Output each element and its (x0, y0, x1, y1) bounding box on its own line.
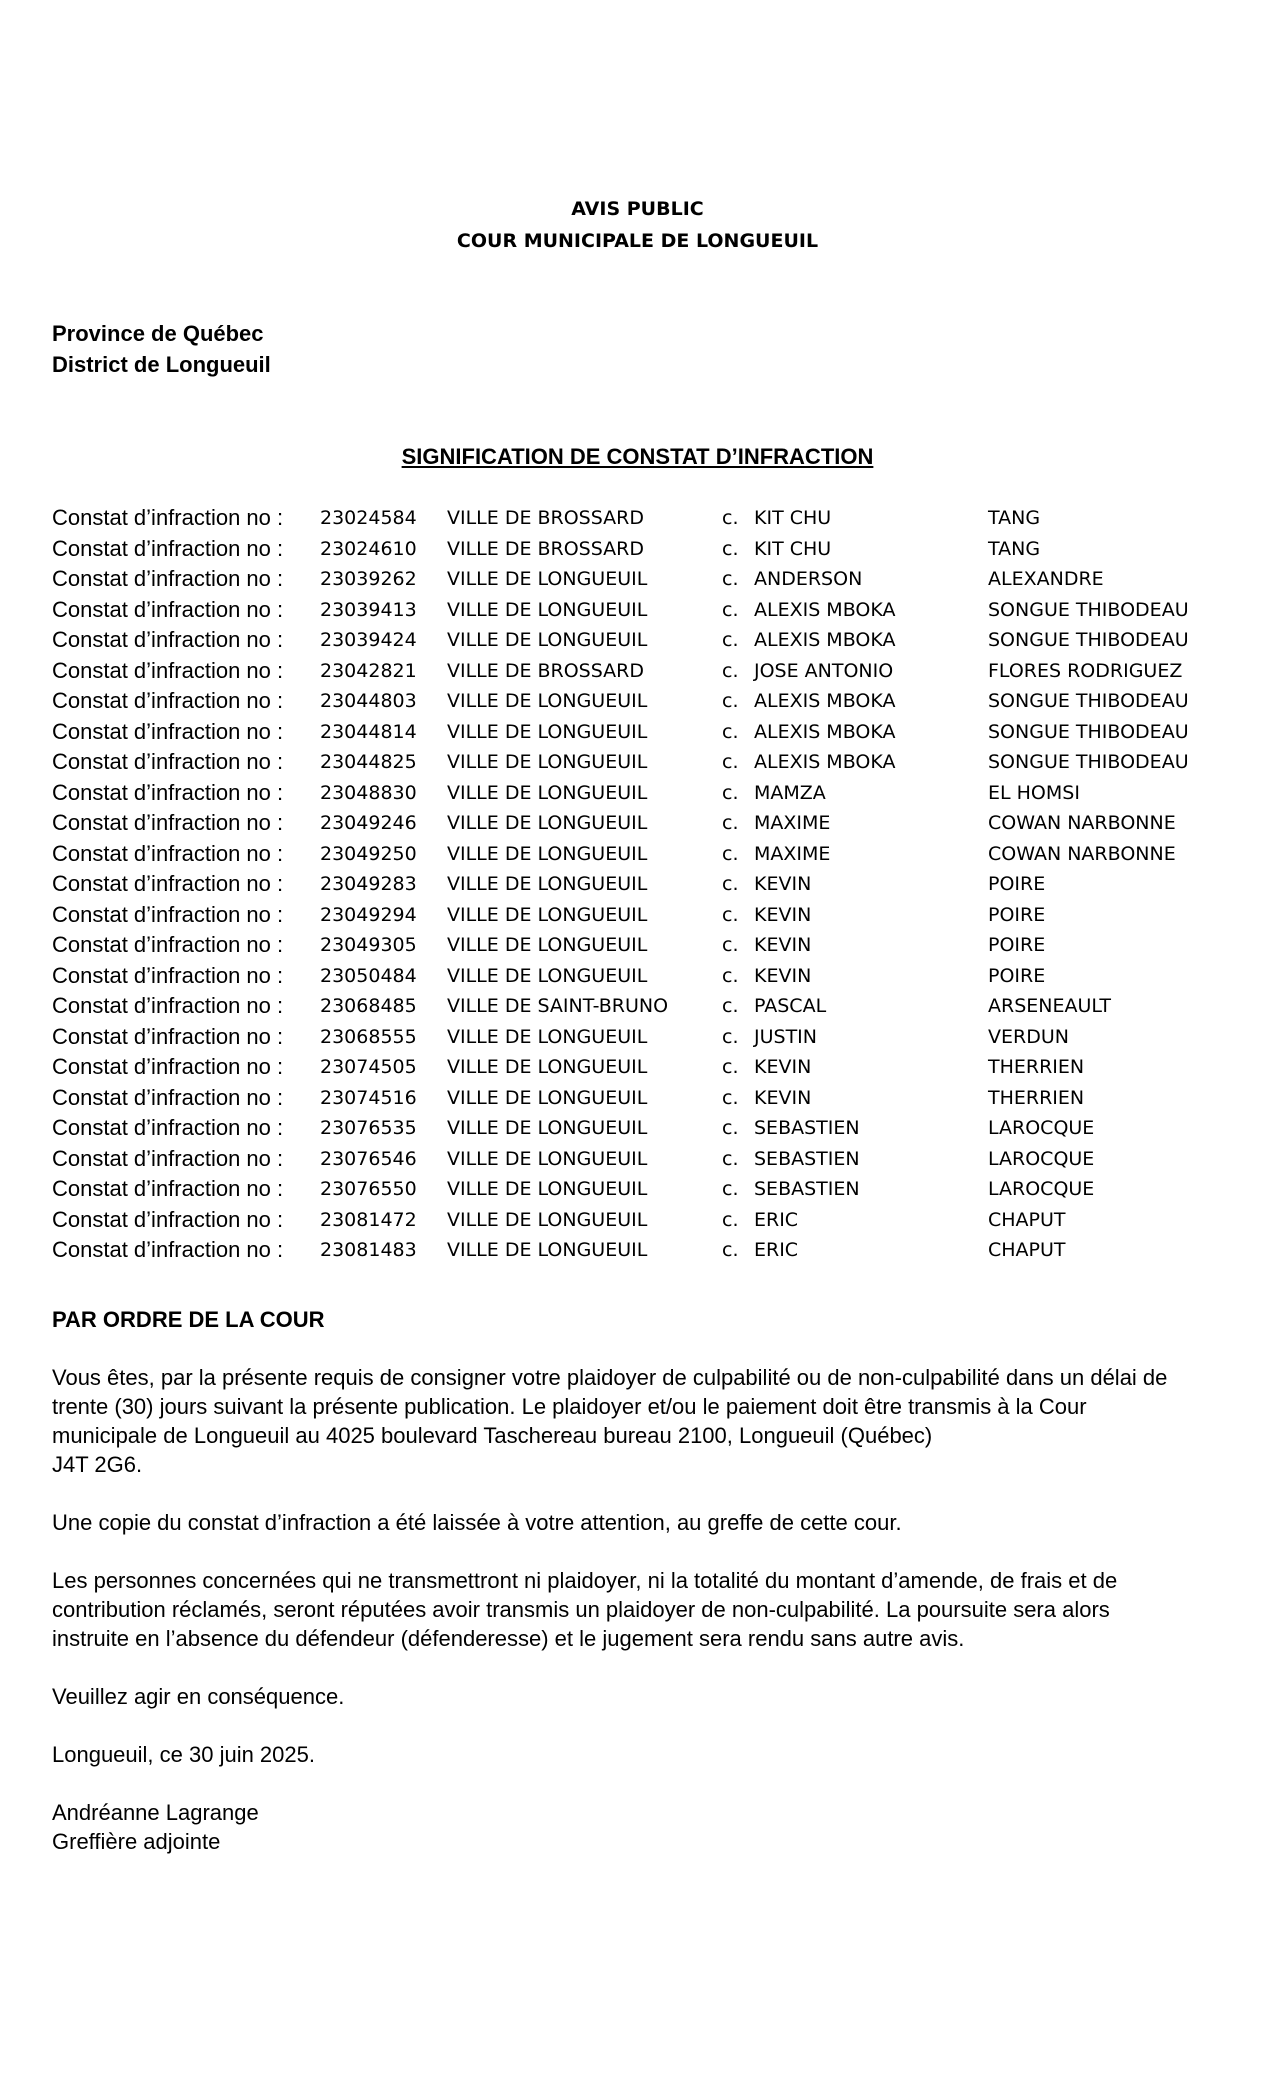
defendant-last-name: LAROCQUE (988, 1178, 1095, 1200)
defendant-first-name: ALEXIS MBOKA (754, 690, 896, 712)
infraction-number: 23049283 (320, 873, 417, 895)
infraction-number: 23049294 (320, 903, 417, 926)
infraction-label: Constat d’infraction no : (52, 810, 284, 835)
versus-marker: c. (722, 934, 739, 956)
jurisdiction-block (52, 318, 271, 380)
defendant-last-name: POIRE (988, 873, 1046, 895)
infraction-label: Constat d’infraction no : (52, 962, 284, 988)
defendant-first-name: SEBASTIEN (754, 1147, 860, 1170)
defendant-first-name: KEVIN (754, 1056, 812, 1078)
header-court: COUR MUNICIPALE DE LONGUEUIL (456, 230, 819, 252)
infraction-number: 23074505 (320, 1056, 417, 1078)
plaintiff-city: VILLE DE LONGUEUIL (447, 598, 648, 621)
infraction-label: Constat d’infraction no : (52, 1145, 284, 1171)
versus-marker: c. (722, 568, 739, 590)
defendant-last-name: POIRE (988, 903, 1046, 926)
defendant-last-name: LAROCQUE (988, 1117, 1095, 1139)
signatory-name: Andréanne Lagrange (52, 1800, 259, 1825)
defendant-last-name: COWAN NARBONNE (988, 812, 1176, 834)
infraction-label: Constat d’infraction no : (52, 535, 284, 561)
infraction-number: 23076535 (320, 1117, 417, 1139)
order-paragraph-3-line-2: contribution réclamés, seront réputées avoir transmis un plaidoyer de non-culpabilité. La poursuite sera alors (52, 1597, 1110, 1622)
versus-marker: c. (722, 629, 739, 651)
infraction-number: 23042821 (320, 659, 417, 682)
versus-marker: c. (722, 1086, 739, 1109)
plaintiff-city: VILLE DE LONGUEUIL (447, 873, 648, 895)
infraction-number: 23044803 (320, 690, 417, 712)
order-paragraph-3-line-1: Les personnes concernées qui ne transmettront ni plaidoyer, ni la totalité du montant d’amende, de frais et de (52, 1568, 1118, 1593)
defendant-first-name: MAXIME (754, 812, 831, 834)
defendant-first-name: KEVIN (754, 934, 812, 956)
court-order-block (52, 1305, 1232, 1856)
defendant-last-name: ARSENEAULT (988, 995, 1111, 1017)
infraction-row (52, 1174, 1252, 1205)
province-label: Province de Québec (52, 321, 264, 346)
infraction-number: 23050484 (320, 964, 417, 987)
infraction-label: Constat d’infraction no : (52, 566, 284, 591)
infraction-label: Constat d’infraction no : (52, 657, 284, 683)
defendant-first-name: KEVIN (754, 903, 812, 926)
signatory-title: Greffière adjointe (52, 1829, 221, 1854)
infraction-row (52, 1144, 1252, 1175)
defendant-last-name: SONGUE THIBODEAU (988, 690, 1189, 712)
infraction-number: 23039413 (320, 598, 417, 621)
district-label: District de Longueuil (52, 352, 271, 377)
infraction-label: Constat d’infraction no : (52, 1115, 284, 1140)
infraction-number: 23044814 (320, 720, 417, 743)
infraction-row (52, 1052, 1252, 1083)
infraction-number: 23024610 (320, 537, 417, 560)
defendant-last-name: VERDUN (988, 1025, 1069, 1048)
infraction-label: Constat d’infraction no : (52, 840, 284, 866)
versus-marker: c. (722, 507, 739, 529)
versus-marker: c. (722, 1117, 739, 1139)
infraction-label: Constat d’infraction no : (52, 1023, 284, 1049)
versus-marker: c. (722, 1239, 739, 1261)
defendant-first-name: ALEXIS MBOKA (754, 598, 896, 621)
plaintiff-city: VILLE DE LONGUEUIL (447, 781, 648, 804)
plaintiff-city: VILLE DE LONGUEUIL (447, 1117, 648, 1139)
plaintiff-city: VILLE DE LONGUEUIL (447, 1056, 648, 1078)
infraction-number: 23068485 (320, 995, 417, 1017)
versus-marker: c. (722, 873, 739, 895)
plaintiff-city: VILLE DE LONGUEUIL (447, 568, 648, 590)
defendant-first-name: ERIC (754, 1208, 799, 1231)
order-paragraph-1-line-1: Vous êtes, par la présente requis de consigner votre plaidoyer de culpabilité ou de non-culpabilité dans un délai de (52, 1365, 1168, 1390)
defendant-first-name: ERIC (754, 1239, 799, 1261)
defendant-first-name: MAMZA (754, 781, 826, 804)
defendant-first-name: KIT CHU (754, 507, 832, 529)
infraction-number: 23048830 (320, 781, 417, 804)
infraction-label: Constat d’infraction no : (52, 871, 284, 896)
section-title: SIGNIFICATION DE CONSTAT D’INFRACTION (401, 444, 874, 469)
versus-marker: c. (722, 659, 739, 682)
infraction-number: 23049305 (320, 934, 417, 956)
infraction-row (52, 534, 1252, 565)
infraction-label: Constat d’infraction no : (52, 1054, 284, 1079)
defendant-last-name: POIRE (988, 964, 1046, 987)
plaintiff-city: VILLE DE LONGUEUIL (447, 1239, 648, 1261)
infraction-row (52, 1022, 1252, 1053)
versus-marker: c. (722, 1025, 739, 1048)
plaintiff-city: VILLE DE LONGUEUIL (447, 934, 648, 956)
plaintiff-city: VILLE DE LONGUEUIL (447, 1208, 648, 1231)
plaintiff-city: VILLE DE LONGUEUIL (447, 629, 648, 651)
infraction-number: 23039424 (320, 629, 417, 651)
infraction-label: Constat d’infraction no : (52, 718, 284, 744)
order-paragraph-1-line-2: trente (30) jours suivant la présente publication. Le plaidoyer et/ou le paiement doit être transmis à la Cour (52, 1394, 1087, 1419)
infraction-list (52, 503, 1252, 1266)
infraction-row (52, 747, 1252, 778)
defendant-last-name: TANG (988, 507, 1041, 529)
defendant-first-name: KEVIN (754, 1086, 812, 1109)
infraction-label: Constat d’infraction no : (52, 1237, 284, 1262)
infraction-row (52, 869, 1252, 900)
infraction-number: 23068555 (320, 1025, 417, 1048)
infraction-number: 23049250 (320, 842, 417, 865)
plaintiff-city: VILLE DE LONGUEUIL (447, 1086, 648, 1109)
defendant-last-name: EL HOMSI (988, 781, 1080, 804)
defendant-last-name: SONGUE THIBODEAU (988, 720, 1189, 743)
plaintiff-city: VILLE DE SAINT-BRUNO (447, 995, 669, 1017)
plaintiff-city: VILLE DE LONGUEUIL (447, 1147, 648, 1170)
plaintiff-city: VILLE DE BROSSARD (447, 659, 644, 682)
infraction-label: Constat d’infraction no : (52, 1176, 284, 1201)
order-paragraph-2: Une copie du constat d’infraction a été laissée à votre attention, au greffe de cette cour. (52, 1510, 902, 1535)
defendant-last-name: THERRIEN (988, 1086, 1085, 1109)
infraction-number: 23076550 (320, 1178, 417, 1200)
defendant-first-name: SEBASTIEN (754, 1178, 860, 1200)
infraction-number: 23081483 (320, 1239, 417, 1261)
infraction-row (52, 930, 1252, 961)
infraction-row (52, 717, 1252, 748)
infraction-row (52, 961, 1252, 992)
plaintiff-city: VILLE DE LONGUEUIL (447, 690, 648, 712)
versus-marker: c. (722, 751, 739, 773)
order-paragraph-3-line-3: instruite en l’absence du défendeur (défenderesse) et le jugement sera rendu sans autre avis. (52, 1626, 965, 1651)
defendant-first-name: PASCAL (754, 995, 827, 1017)
versus-marker: c. (722, 903, 739, 926)
infraction-row (52, 808, 1252, 839)
plaintiff-city: VILLE DE LONGUEUIL (447, 1025, 648, 1048)
infraction-row (52, 1205, 1252, 1236)
infraction-row (52, 564, 1252, 595)
defendant-first-name: ALEXIS MBOKA (754, 720, 896, 743)
versus-marker: c. (722, 1208, 739, 1231)
infraction-row (52, 778, 1252, 809)
infraction-number: 23024584 (320, 507, 417, 529)
infraction-number: 23039262 (320, 568, 417, 590)
defendant-last-name: ALEXANDRE (988, 568, 1104, 590)
plaintiff-city: VILLE DE LONGUEUIL (447, 751, 648, 773)
versus-marker: c. (722, 842, 739, 865)
defendant-last-name: TANG (988, 537, 1041, 560)
infraction-row (52, 625, 1252, 656)
plaintiff-city: VILLE DE LONGUEUIL (447, 1178, 648, 1200)
defendant-last-name: LAROCQUE (988, 1147, 1095, 1170)
infraction-number: 23044825 (320, 751, 417, 773)
defendant-last-name: SONGUE THIBODEAU (988, 629, 1189, 651)
infraction-row (52, 1083, 1252, 1114)
order-paragraph-1-line-4: J4T 2G6. (52, 1452, 143, 1477)
defendant-first-name: SEBASTIEN (754, 1117, 860, 1139)
defendant-first-name: ALEXIS MBOKA (754, 629, 896, 651)
versus-marker: c. (722, 964, 739, 987)
defendant-first-name: KEVIN (754, 964, 812, 987)
defendant-first-name: ANDERSON (754, 568, 863, 590)
infraction-label: Constat d’infraction no : (52, 688, 284, 713)
infraction-row (52, 991, 1252, 1022)
infraction-row (52, 839, 1252, 870)
infraction-label: Constat d’infraction no : (52, 901, 284, 927)
infraction-label: Constat d’infraction no : (52, 1084, 284, 1110)
plaintiff-city: VILLE DE LONGUEUIL (447, 720, 648, 743)
plaintiff-city: VILLE DE LONGUEUIL (447, 812, 648, 834)
infraction-row (52, 595, 1252, 626)
infraction-row (52, 1235, 1252, 1266)
defendant-last-name: FLORES RODRIGUEZ (988, 659, 1183, 682)
infraction-label: Constat d’infraction no : (52, 627, 284, 652)
defendant-first-name: JOSE ANTONIO (754, 659, 894, 682)
date-line: Longueuil, ce 30 juin 2025. (52, 1742, 315, 1767)
infraction-number: 23074516 (320, 1086, 417, 1109)
document-header (0, 193, 1275, 257)
plaintiff-city: VILLE DE LONGUEUIL (447, 964, 648, 987)
versus-marker: c. (722, 598, 739, 621)
plaintiff-city: VILLE DE BROSSARD (447, 537, 644, 560)
defendant-last-name: SONGUE THIBODEAU (988, 751, 1189, 773)
defendant-first-name: JUSTIN (754, 1025, 817, 1048)
plaintiff-city: VILLE DE LONGUEUIL (447, 903, 648, 926)
defendant-last-name: SONGUE THIBODEAU (988, 598, 1189, 621)
versus-marker: c. (722, 1147, 739, 1170)
infraction-row (52, 656, 1252, 687)
versus-marker: c. (722, 537, 739, 560)
defendant-last-name: CHAPUT (988, 1208, 1066, 1231)
plaintiff-city: VILLE DE LONGUEUIL (447, 842, 648, 865)
infraction-row (52, 900, 1252, 931)
infraction-label: Constat d’infraction no : (52, 749, 284, 774)
defendant-first-name: KIT CHU (754, 537, 832, 560)
infraction-label: Constat d’infraction no : (52, 993, 284, 1018)
order-title: PAR ORDRE DE LA COUR (52, 1307, 325, 1332)
infraction-label: Constat d’infraction no : (52, 932, 284, 957)
defendant-first-name: ALEXIS MBOKA (754, 751, 896, 773)
infraction-number: 23081472 (320, 1208, 417, 1231)
defendant-last-name: COWAN NARBONNE (988, 842, 1176, 865)
defendant-first-name: MAXIME (754, 842, 831, 865)
infraction-number: 23049246 (320, 812, 417, 834)
infraction-label: Constat d’infraction no : (52, 596, 284, 622)
order-paragraph-1-line-3: municipale de Longueuil au 4025 boulevard Taschereau bureau 2100, Longueuil (Québec) (52, 1423, 933, 1448)
infraction-row (52, 503, 1252, 534)
defendant-last-name: THERRIEN (988, 1056, 1085, 1078)
versus-marker: c. (722, 781, 739, 804)
order-paragraph-4: Veuillez agir en conséquence. (52, 1684, 345, 1709)
infraction-number: 23076546 (320, 1147, 417, 1170)
defendant-last-name: CHAPUT (988, 1239, 1066, 1261)
versus-marker: c. (722, 812, 739, 834)
defendant-last-name: POIRE (988, 934, 1046, 956)
versus-marker: c. (722, 995, 739, 1017)
versus-marker: c. (722, 1178, 739, 1200)
versus-marker: c. (722, 690, 739, 712)
defendant-first-name: KEVIN (754, 873, 812, 895)
versus-marker: c. (722, 720, 739, 743)
plaintiff-city: VILLE DE BROSSARD (447, 507, 644, 529)
infraction-label: Constat d’infraction no : (52, 1206, 284, 1232)
infraction-label: Constat d’infraction no : (52, 505, 284, 530)
header-title: AVIS PUBLIC (571, 198, 704, 220)
versus-marker: c. (722, 1056, 739, 1078)
infraction-label: Constat d’infraction no : (52, 779, 284, 805)
infraction-row (52, 1113, 1252, 1144)
infraction-row (52, 686, 1252, 717)
